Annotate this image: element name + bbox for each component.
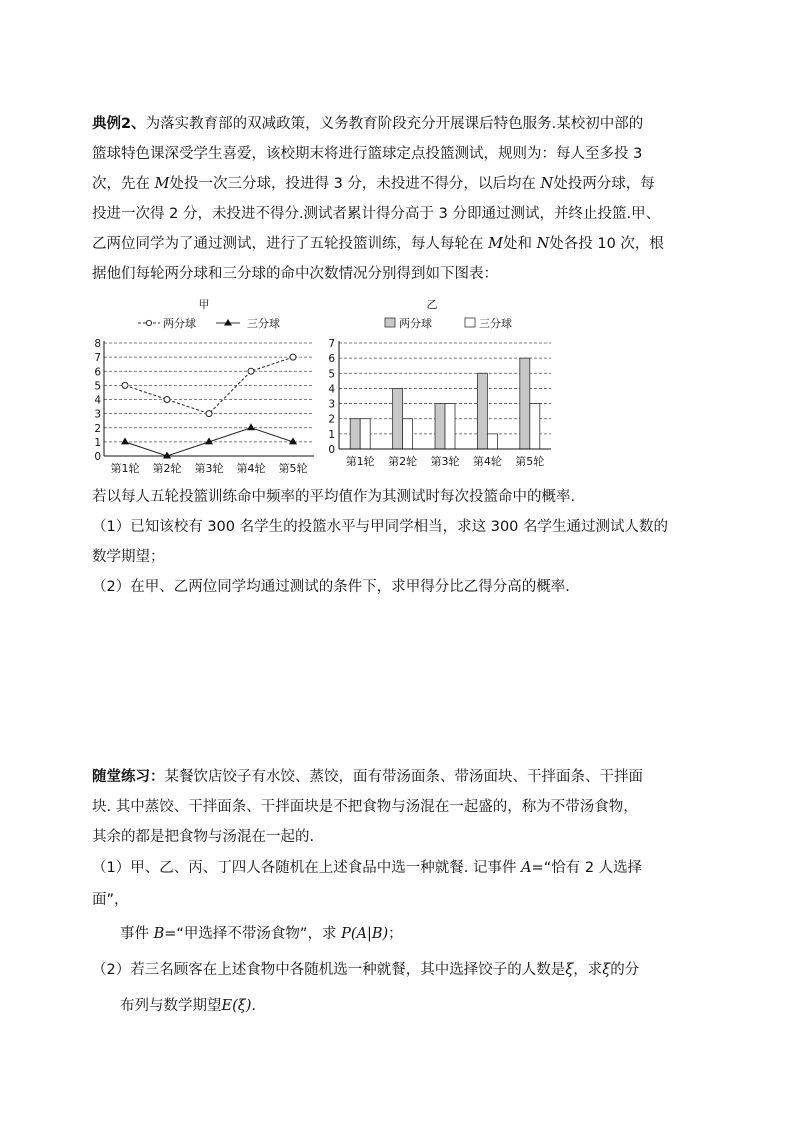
y-tick-label: 3 (94, 408, 101, 421)
data-point (164, 397, 170, 403)
bar-chart-yi (325, 293, 555, 478)
y-tick-label: 4 (328, 383, 335, 396)
y-tick-label: 2 (94, 422, 101, 435)
y-tick-label: 7 (328, 338, 335, 350)
question-1-line-2: 数学期望； (92, 549, 165, 565)
example-2-text (92, 109, 704, 289)
practice-q1-line-3: 事件 B=“甲选择不带汤食物”，求 P(A|B)； (120, 926, 403, 942)
bar (360, 419, 370, 449)
practice-q1-line-2: 面”， (92, 892, 129, 908)
x-tick-label: 第1轮 (110, 462, 140, 475)
legend-label: 两分球 (399, 317, 432, 330)
y-tick-label: 0 (94, 451, 101, 463)
y-tick-label: 1 (94, 436, 101, 449)
x-tick-label: 第4轮 (472, 455, 502, 468)
practice-line-2: 块. 其中蒸饺、干拌面条、干拌面块是不把食物与汤混在一起盛的，称为不带汤食物， (92, 799, 638, 815)
legend-label: 三分球 (247, 317, 280, 330)
bar (350, 419, 360, 449)
x-tick-label: 第4轮 (236, 462, 266, 475)
y-tick-label: 1 (328, 428, 335, 441)
bar (435, 404, 445, 449)
example-2-line-3: 次，先在 M处投一次三分球，投进得 3 分，未投进不得分，以后均在 N处投两分球，每 (92, 176, 655, 192)
question-1-line-1: （1）已知该校有 300 名学生的投篮水平与甲同学相当，求这 300 名学生通过测试人数的 (92, 519, 669, 535)
x-tick-label: 第3轮 (430, 455, 460, 468)
chart-title: 乙 (426, 298, 438, 311)
legend-label: 两分球 (163, 317, 196, 330)
probability-assumption: 若以每人五轮投篮训练命中频率的平均值作为其测试时每次投篮命中的概率. (92, 489, 576, 505)
example-2-line-5: 乙两位同学为了通过测试，进行了五轮投篮训练，每人每轮在 M处和 N处各投 10 次，根 (92, 236, 664, 252)
chart-title: 甲 (198, 298, 210, 311)
practice-text (92, 762, 704, 1024)
y-tick-label: 3 (328, 398, 335, 411)
practice-line-1: 随堂练习：某餐饮店饺子有水饺、蒸饺，面有带汤面条、带汤面块、干拌面条、干拌面 (92, 769, 643, 785)
x-tick-label: 第5轮 (278, 462, 308, 475)
y-tick-label: 6 (94, 366, 101, 379)
bar (445, 404, 455, 449)
example-2-questions (92, 482, 704, 602)
chart-legend (138, 316, 280, 330)
practice-label: 随堂练习： (92, 769, 165, 785)
data-point (121, 437, 129, 444)
bar (393, 388, 403, 449)
example-2-line-1: 典例2、为落实教育部的双减政策，义务教育阶段充分开展课后特色服务.某校初中部的 (92, 116, 644, 132)
practice-q2-line-1: （2）若三名顾客在上述食物中各随机选一种就餐，其中选择饺子的人数是ξ，求ξ的分 (92, 962, 640, 978)
x-tick-label: 第1轮 (345, 455, 375, 468)
x-tick-label: 第3轮 (194, 462, 224, 475)
bar (520, 358, 530, 449)
practice-line-3: 其余的都是把食物与汤混在一起的. (92, 829, 315, 845)
bar (477, 373, 487, 449)
data-point (206, 411, 212, 417)
y-tick-label: 5 (94, 380, 101, 393)
x-tick-label: 第2轮 (152, 462, 182, 475)
example-2-line-4: 投进一次得 2 分，未投进不得分.测试者累计得分高于 3 分即通过测试，并终止投篮.甲、 (92, 206, 661, 222)
y-tick-label: 4 (94, 394, 101, 407)
chart-legend (385, 316, 512, 330)
y-tick-label: 0 (328, 444, 335, 456)
example-2-line-2: 篮球特色课深受学生喜爱，该校期末将进行篮球定点投篮测试，规则为：每人至多投 3 (92, 146, 643, 162)
bar (487, 434, 497, 449)
bar (530, 404, 540, 449)
practice-q2-line-2: 布列与数学期望E(ξ). (120, 998, 256, 1014)
line-chart-jia (92, 293, 322, 478)
data-point (122, 382, 128, 388)
example-2-line-6: 据他们每轮两分球和三分球的命中次数情况分别得到如下图表： (92, 266, 498, 282)
x-tick-label: 第5轮 (515, 455, 545, 468)
y-tick-label: 6 (328, 353, 335, 366)
data-point (248, 368, 254, 374)
y-tick-label: 8 (94, 338, 101, 350)
y-tick-label: 5 (328, 368, 335, 381)
example-2-label: 典例2、 (92, 116, 146, 132)
data-point (247, 423, 255, 430)
bar (403, 419, 413, 449)
y-tick-label: 7 (94, 352, 101, 365)
data-point (290, 354, 296, 360)
practice-q1-line-1: （1）甲、乙、丙、丁四人各随机在上述食品中选一种就餐. 记事件 A=“恰有 2 人选择 (92, 860, 643, 876)
question-2: （2）在甲、乙两位同学均通过测试的条件下，求甲得分比乙得分高的概率. (92, 579, 570, 595)
x-tick-label: 第2轮 (388, 455, 418, 468)
y-tick-label: 2 (328, 413, 335, 426)
legend-label: 三分球 (479, 317, 512, 330)
